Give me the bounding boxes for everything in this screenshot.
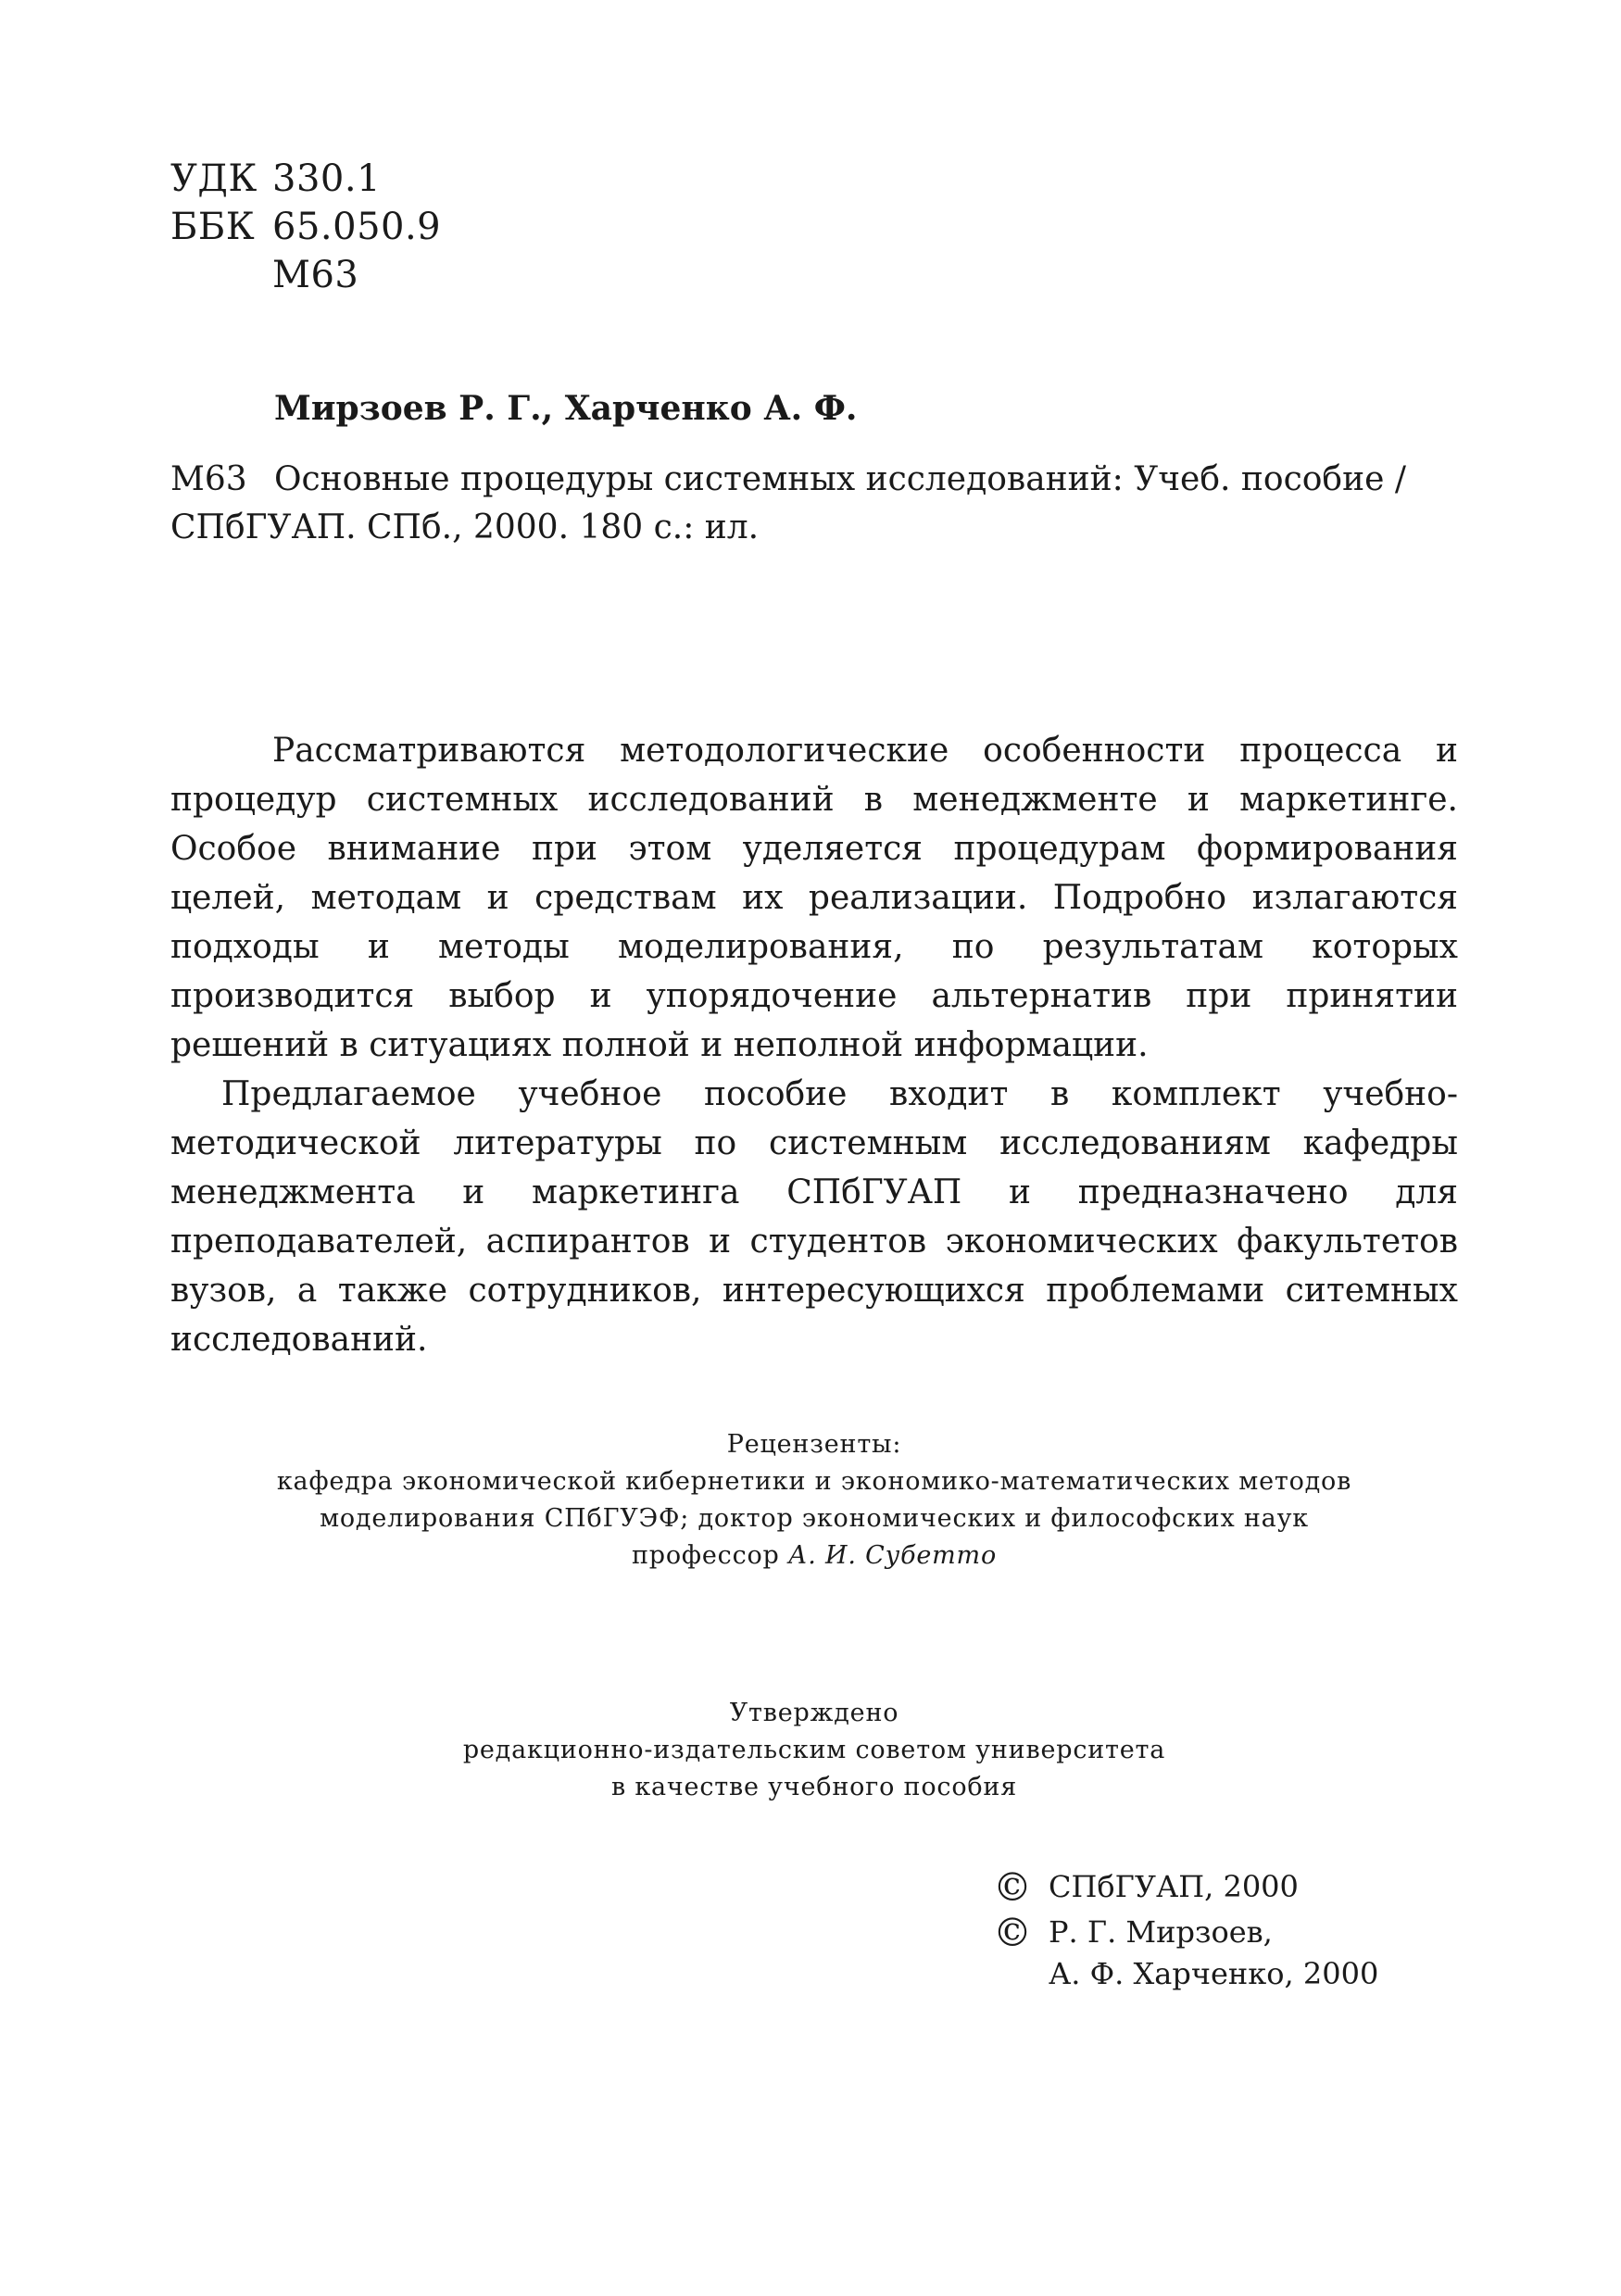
reviewers-line-2: моделирования СПбГУЭФ; доктор экономических и философских наук	[320, 1504, 1309, 1533]
authors-heading: Мирзоев Р. Г., Харченко А. Ф.	[274, 389, 858, 428]
copyright-entry-1	[993, 1866, 1378, 1908]
copyright-icon: ©	[993, 1864, 1032, 1910]
copyright-block	[993, 1866, 1378, 1999]
abstract-paragraph-1: Рассматриваются методологические особенности процесса и процедур системных исследований в менеджменте и маркетинге. Особое внимание при этом уделяется процедурам формирования целей, методам и средствам их реализации. Подробно излагаются подходы и методы моделирования, по результатам которых производится выбор и упорядочение альтернатив при принятии решений в ситуациях полной и неполной информации.	[170, 732, 1458, 1064]
approval-block	[170, 1695, 1458, 1806]
approval-line-2: в качестве учебного пособия	[610, 1773, 1018, 1801]
abstract	[170, 726, 1458, 1364]
reviewers-block	[170, 1426, 1458, 1575]
approval-heading: Утверждено	[729, 1699, 899, 1727]
bib-code: М63	[170, 460, 247, 498]
bib-title-line: Основные процедуры системных исследований: Учеб. пособие /	[274, 460, 1406, 498]
bib-publisher-line: СПбГУАП. СПб., 2000. 180 с.: ил.	[170, 508, 760, 546]
reviewers-line-1: кафедра экономической кибернетики и экономико-математических методов	[276, 1467, 1352, 1496]
reviewers-line-3	[170, 1537, 1458, 1575]
copyright-holder-2-line-2: А. Ф. Харченко, 2000	[1049, 1956, 1379, 1991]
udk-line	[170, 156, 381, 202]
copyright-holder-1: СПбГУАП, 2000	[1049, 1869, 1299, 1904]
copyright-entry-2	[993, 1912, 1378, 1995]
bibliographic-record	[170, 456, 1467, 552]
reviewer-name: А. И. Субетто	[788, 1541, 997, 1570]
bbk-label: ББК	[170, 206, 256, 248]
copyright-icon: ©	[993, 1910, 1032, 1955]
abstract-paragraph-2: Предлагаемое учебное пособие входит в комплект учебно-методической литературы по системным исследованиям кафедры менеджмента и маркетинга СПбГУАП и предназначено для преподавателей, аспирантов и студентов экономических факультетов вузов, а также сотрудников, интересующихся проблемами ситемных исследований.	[170, 1075, 1458, 1359]
author-mark: М63	[272, 254, 359, 296]
reviewers-heading: Рецензенты:	[726, 1430, 902, 1459]
bbk-line	[170, 204, 441, 250]
copyright-holder-2-line-1: Р. Г. Мирзоев,	[1049, 1914, 1273, 1950]
approval-line-1: редакционно-издательским советом университета	[462, 1736, 1166, 1764]
udk-label: УДК	[170, 157, 258, 200]
bbk-value: 65.050.9	[272, 206, 442, 248]
reviewer-title: профессор	[632, 1541, 780, 1570]
udk-value: 330.1	[272, 157, 382, 200]
